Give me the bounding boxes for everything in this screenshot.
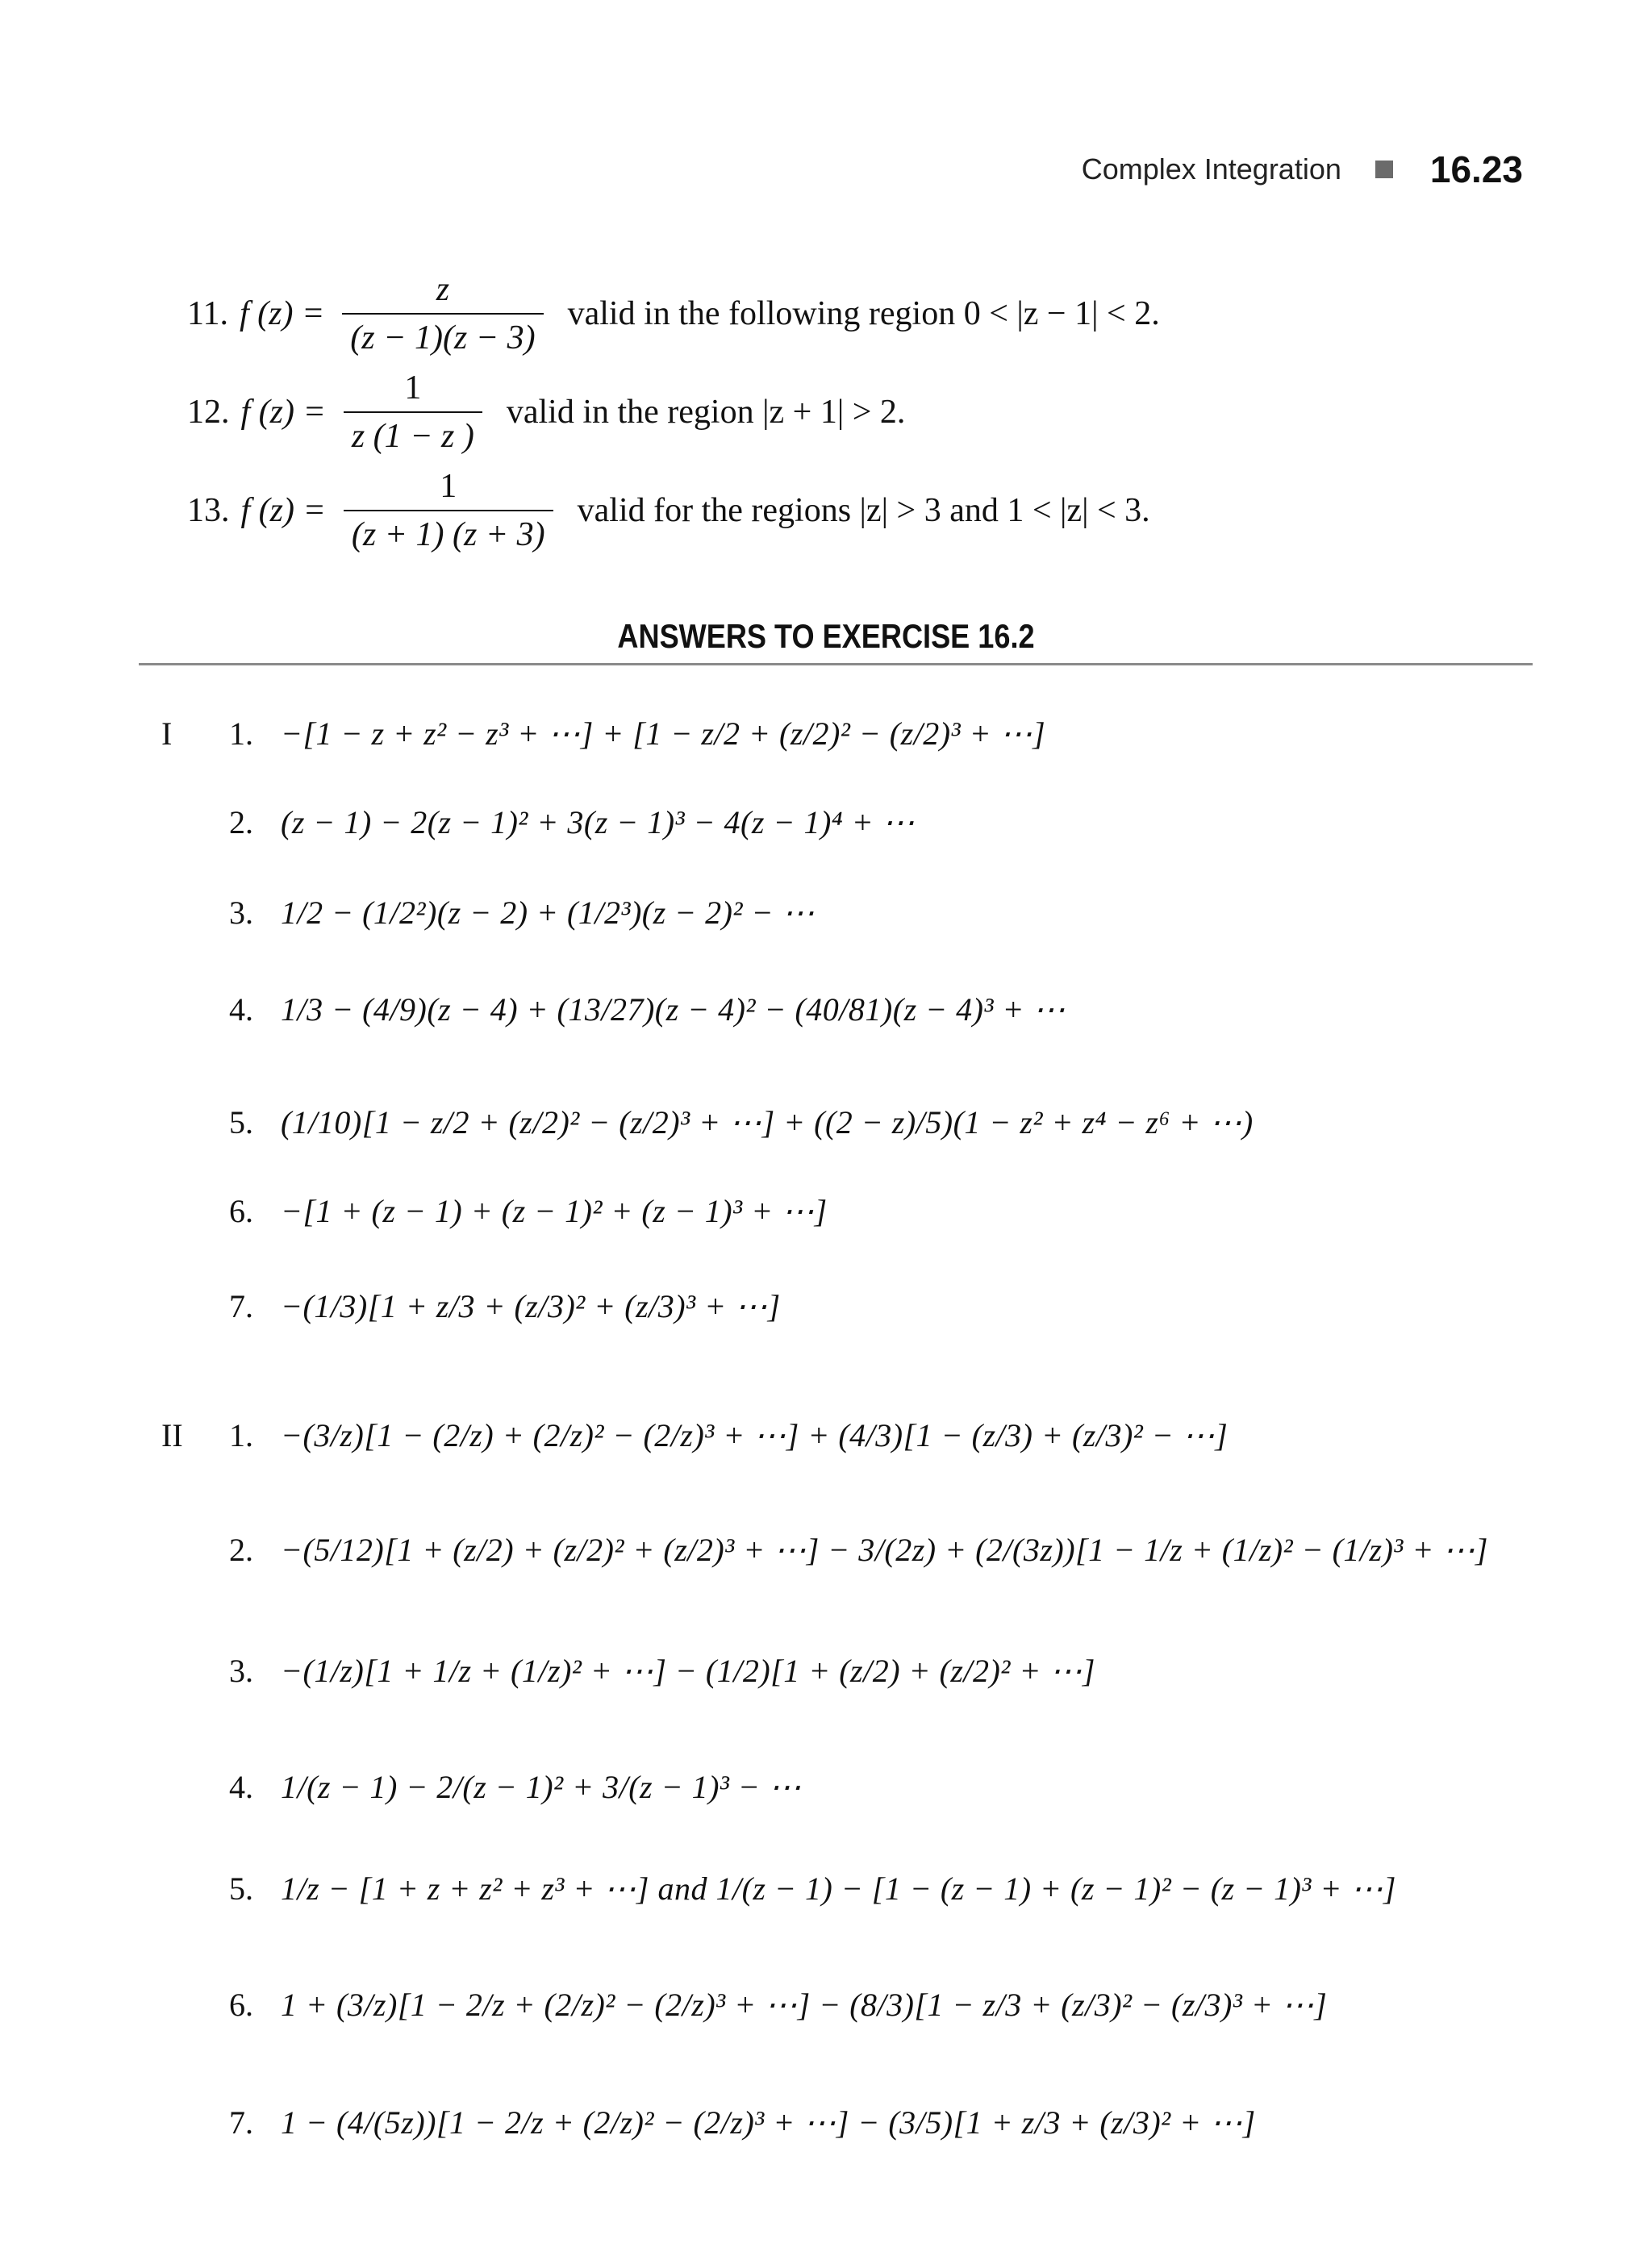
answer-number: 5. [229,1870,253,1907]
answer-expression: (1/10)[1 − z/2 + (z/2)² − (z/2)³ + ⋯] + ((2 − z)/5)(1 − z² + z⁴ − z⁶ + ⋯) [281,1104,1254,1141]
denominator: z (1 − z ) [344,411,482,453]
answer-I-4 [161,991,1066,1028]
square-bullet-icon [1375,161,1393,178]
answer-expression: −[1 − z + z² − z³ + ⋯] + [1 − z/2 + (z/2)² − (z/2)³ + ⋯] [281,715,1046,752]
answer-I-5 [161,1104,1254,1141]
problem-12 [187,371,905,453]
function-lhs: f (z) = [240,394,326,431]
answer-number: 7. [229,1288,253,1324]
answer-number: 5. [229,1104,253,1141]
answer-group: II [161,1417,183,1453]
problem-13 [187,469,1150,552]
answer-expression: −(1/3)[1 + z/3 + (z/3)² + (z/3)³ + ⋯] [281,1288,781,1324]
answer-I-7 [161,1288,781,1324]
answer-expression: 1 + (3/z)[1 − 2/z + (2/z)² − (2/z)³ + ⋯] − (8/3)[1 − z/3 + (z/3)² − (z/3)³ + ⋯] [281,1987,1328,2023]
answer-II-5 [161,1870,1396,1907]
fraction [342,273,543,355]
answer-number: 3. [229,1653,253,1689]
answer-II-3 [161,1655,1095,1687]
denominator: (z − 1)(z − 3) [342,313,543,355]
running-head-title: Complex Integration [1081,152,1341,186]
numerator: 1 [404,369,422,407]
answer-number: 4. [229,991,253,1028]
function-lhs: f (z) = [239,295,325,332]
answer-number: 4. [229,1769,253,1805]
answer-expression: 1 − (4/(5z))[1 − 2/z + (2/z)² − (2/z)³ + ⋯] − (3/5)[1 + z/3 + (z/3)² + ⋯] [281,2104,1256,2141]
region-condition: valid in the region |z + 1| > 2. [506,394,906,431]
answer-number: 6. [229,1987,253,2023]
function-lhs: f (z) = [240,492,326,529]
answers-heading: ANSWERS TO EXERCISE 16.2 [617,617,1035,655]
page-number: 16.23 [1429,148,1523,190]
answer-number: 3. [229,894,253,931]
answer-expression: −(3/z)[1 − (2/z) + (2/z)² − (2/z)³ + ⋯] + (4/3)[1 − (z/3) + (z/3)² − ⋯] [281,1417,1229,1453]
answer-number: 7. [229,2104,253,2141]
answer-I-6 [161,1195,828,1228]
answer-I-1 [161,715,1046,752]
answer-expression: −[1 + (z − 1) + (z − 1)² + (z − 1)³ + ⋯] [281,1193,828,1229]
answer-number: 6. [229,1193,253,1229]
answer-I-3 [161,894,815,931]
region-condition: valid for the regions |z| > 3 and 1 < |z| < 3. [577,492,1150,529]
answer-II-2 [161,1534,1488,1566]
answer-number: 2. [229,804,253,840]
answer-expression: 1/3 − (4/9)(z − 4) + (13/27)(z − 4)² − (40/81)(z − 4)³ + ⋯ [281,991,1066,1028]
fraction [344,469,553,552]
problem-11 [187,273,1160,355]
answer-expression: 1/z − [1 + z + z² + z³ + ⋯] and 1/(z − 1) − [1 − (z − 1) + (z − 1)² − (z − 1)³ + ⋯] [281,1870,1396,1907]
problem-number: 11. [187,295,228,332]
answer-group: I [161,715,173,752]
answer-II-1 [161,1417,1229,1453]
numerator: 1 [440,468,457,505]
answer-number: 1. [229,715,253,752]
answer-II-6 [161,1989,1327,2021]
fraction [344,371,482,453]
answer-expression: (z − 1) − 2(z − 1)² + 3(z − 1)³ − 4(z − 1)⁴ + ⋯ [281,804,916,840]
answer-number: 2. [229,1532,253,1568]
answer-expression: 1/2 − (1/2²)(z − 2) + (1/2³)(z − 2)² − ⋯ [281,894,815,931]
answer-expression: −(1/z)[1 + 1/z + (1/z)² + ⋯] − (1/2)[1 + (z/2) + (z/2)² + ⋯] [281,1653,1095,1689]
numerator: z [436,271,450,308]
answer-II-4 [161,1771,801,1804]
running-head [1082,147,1523,192]
section-divider [139,663,1533,665]
answer-number: 1. [229,1417,253,1453]
answer-expression: −(5/12)[1 + (z/2) + (z/2)² + (z/2)³ + ⋯] − 3/(2z) + (2/(3z))[1 − 1/z + (1/z)² − (1/z)³ + ⋯] [281,1532,1488,1568]
problem-number: 13. [187,492,230,529]
denominator: (z + 1) (z + 3) [344,510,553,552]
region-condition: valid in the following region 0 < |z − 1| < 2. [567,295,1160,332]
answer-expression: 1/(z − 1) − 2/(z − 1)² + 3/(z − 1)³ − ⋯ [281,1769,802,1805]
problem-number: 12. [187,394,230,431]
answer-II-7 [161,2104,1256,2141]
answer-I-2 [161,804,916,840]
